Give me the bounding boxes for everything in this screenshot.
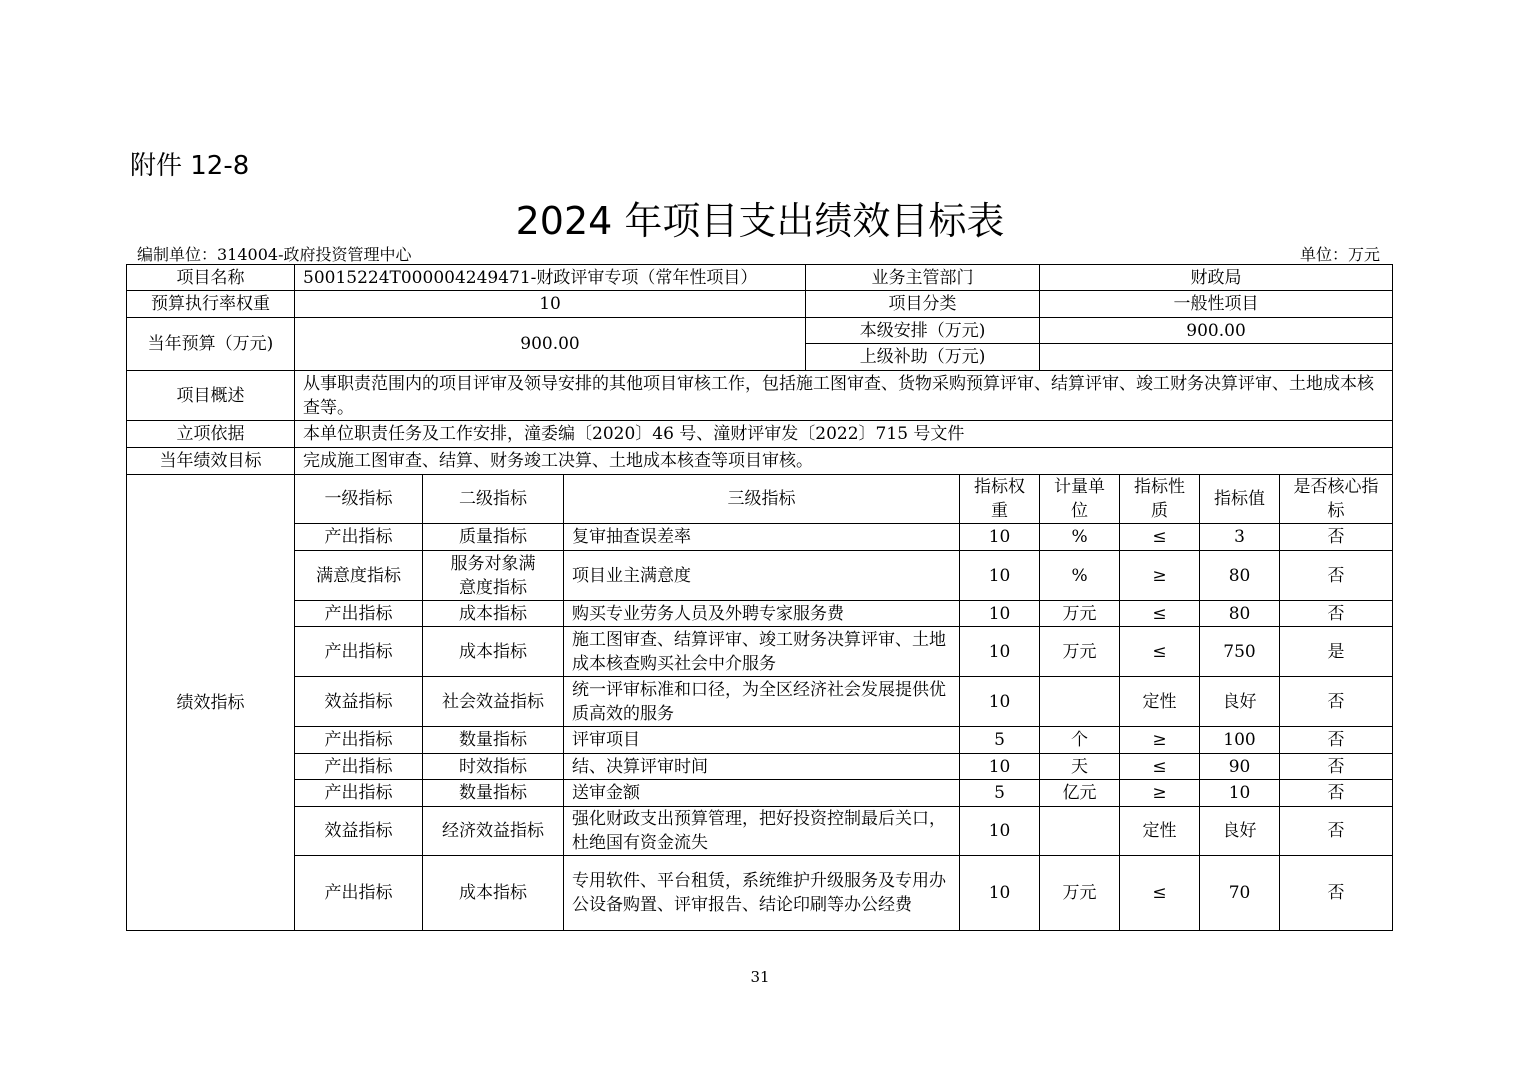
value-cell: 70 [1200, 856, 1280, 931]
core-cell: 否 [1280, 780, 1393, 807]
perf-label: 绩效指标 [127, 475, 295, 931]
nature-cell: ≥ [1120, 780, 1200, 807]
unit-cell: 万元 [1040, 627, 1120, 677]
level2-cell: 服务对象满意度指标 [423, 551, 564, 601]
value-cell: 750 [1200, 627, 1280, 677]
level3-cell: 评审项目 [564, 727, 960, 754]
level2-cell: 经济效益指标 [423, 807, 564, 856]
level3-cell: 送审金额 [564, 780, 960, 807]
weight-cell: 10 [960, 677, 1040, 727]
core-cell: 否 [1280, 807, 1393, 856]
indicator-row [127, 754, 1393, 780]
level1-cell: 产出指标 [295, 524, 423, 551]
local: 900.00 [1040, 318, 1393, 344]
exec-weight-label: 预算执行率权重 [127, 291, 295, 318]
level1-cell: 产出指标 [295, 754, 423, 780]
row-exec-weight [127, 291, 1393, 318]
header-level3: 三级指标 [564, 475, 960, 524]
level2-cell: 时效指标 [423, 754, 564, 780]
value-cell: 100 [1200, 727, 1280, 754]
indicator-row [127, 727, 1393, 754]
nature-cell: ≤ [1120, 524, 1200, 551]
indicator-row [127, 524, 1393, 551]
level2-cell: 社会效益指标 [423, 677, 564, 727]
level3-cell: 购买专业劳务人员及外聘专家服务费 [564, 601, 960, 627]
level3-cell: 施工图审查、结算评审、竣工财务决算评审、土地成本核查购买社会中介服务 [564, 627, 960, 677]
level2-cell: 数量指标 [423, 727, 564, 754]
level1-cell: 产出指标 [295, 601, 423, 627]
indicator-row [127, 856, 1393, 931]
nature-cell: ≥ [1120, 551, 1200, 601]
nature-cell: ≤ [1120, 601, 1200, 627]
level3-cell: 复审抽查误差率 [564, 524, 960, 551]
level2-cell: 成本指标 [423, 856, 564, 931]
level3-cell: 强化财政支出预算管理，把好投资控制最后关口，杜绝国有资金流失 [564, 807, 960, 856]
indicator-row [127, 807, 1393, 856]
indicator-row [127, 601, 1393, 627]
level3-cell: 专用软件、平台租赁，系统维护升级服务及专用办公设备购置、评审报告、结论印刷等办公经费 [564, 856, 960, 931]
project-name: 50015224T000004249471-财政评审专项（常年性项目） [295, 265, 806, 291]
level1-cell: 产出指标 [295, 627, 423, 677]
local-label: 本级安排（万元) [806, 318, 1040, 344]
level2-cell: 成本指标 [423, 601, 564, 627]
budget: 900.00 [295, 318, 806, 371]
currency-unit: 单位：万元 [1299, 245, 1380, 264]
level3-cell: 项目业主满意度 [564, 551, 960, 601]
header-core: 是否核心指标 [1280, 475, 1393, 524]
unit-cell: % [1040, 551, 1120, 601]
unit-cell: 天 [1040, 754, 1120, 780]
indicator-row [127, 677, 1393, 727]
weight-cell: 5 [960, 727, 1040, 754]
exec-weight: 10 [295, 291, 806, 318]
nature-cell: ≤ [1120, 627, 1200, 677]
level1-cell: 产出指标 [295, 780, 423, 807]
level1-cell: 满意度指标 [295, 551, 423, 601]
unit-cell [1040, 807, 1120, 856]
project-name-label: 项目名称 [127, 265, 295, 291]
level1-cell: 效益指标 [295, 807, 423, 856]
budget-label: 当年预算（万元) [127, 318, 295, 371]
weight-cell: 10 [960, 524, 1040, 551]
unit-cell: 亿元 [1040, 780, 1120, 807]
level3-cell: 统一评审标准和口径，为全区经济社会发展提供优质高效的服务 [564, 677, 960, 727]
page-number: 31 [750, 968, 770, 986]
category-label: 项目分类 [806, 291, 1040, 318]
attachment-label: 附件 12-8 [130, 151, 250, 181]
value-cell: 良好 [1200, 807, 1280, 856]
weight-cell: 10 [960, 807, 1040, 856]
value-cell: 90 [1200, 754, 1280, 780]
unit-cell: 个 [1040, 727, 1120, 754]
upper [1040, 344, 1393, 371]
overview: 从事职责范围内的项目评审及领导安排的其他项目审核工作，包括施工图审查、货物采购预算评审、结算评审、竣工财务决算评审、土地成本核查等。 [295, 371, 1393, 421]
header-row [127, 475, 1393, 524]
core-cell: 否 [1280, 524, 1393, 551]
goal-label: 当年绩效目标 [127, 448, 295, 475]
nature-cell: 定性 [1120, 807, 1200, 856]
core-cell: 否 [1280, 601, 1393, 627]
indicator-row [127, 551, 1393, 601]
row-budget [127, 318, 1393, 344]
header-level1: 一级指标 [295, 475, 423, 524]
value-cell: 良好 [1200, 677, 1280, 727]
weight-cell: 10 [960, 551, 1040, 601]
unit-cell: 万元 [1040, 856, 1120, 931]
value-cell: 10 [1200, 780, 1280, 807]
header-unit: 计量单位 [1040, 475, 1120, 524]
row-basis [127, 421, 1393, 448]
weight-cell: 10 [960, 601, 1040, 627]
weight-cell: 10 [960, 627, 1040, 677]
value-cell: 3 [1200, 524, 1280, 551]
performance-table [126, 264, 1393, 931]
level1-cell: 产出指标 [295, 727, 423, 754]
level1-cell: 产出指标 [295, 856, 423, 931]
unit-cell: 万元 [1040, 601, 1120, 627]
indicator-row [127, 627, 1393, 677]
unit-cell [1040, 677, 1120, 727]
header-nature: 指标性质 [1120, 475, 1200, 524]
header-weight: 指标权重 [960, 475, 1040, 524]
category: 一般性项目 [1040, 291, 1393, 318]
header-value: 指标值 [1200, 475, 1280, 524]
indicator-row [127, 780, 1393, 807]
unit-cell: % [1040, 524, 1120, 551]
row-goal [127, 448, 1393, 475]
level2-cell: 成本指标 [423, 627, 564, 677]
header-level2: 二级指标 [423, 475, 564, 524]
core-cell: 否 [1280, 677, 1393, 727]
overview-label: 项目概述 [127, 371, 295, 421]
level2-cell: 质量指标 [423, 524, 564, 551]
weight-cell: 10 [960, 856, 1040, 931]
core-cell: 否 [1280, 856, 1393, 931]
nature-cell: ≤ [1120, 754, 1200, 780]
row-project-name [127, 265, 1393, 291]
dept: 财政局 [1040, 265, 1393, 291]
compiling-unit: 编制单位：314004-政府投资管理中心 [137, 245, 412, 264]
basis: 本单位职责任务及工作安排，潼委编〔2020〕46 号、潼财评审发〔2022〕715 号文件 [295, 421, 1393, 448]
goal: 完成施工图审查、结算、财务竣工决算、土地成本核查等项目审核。 [295, 448, 1393, 475]
nature-cell: ≤ [1120, 856, 1200, 931]
value-cell: 80 [1200, 551, 1280, 601]
value-cell: 80 [1200, 601, 1280, 627]
nature-cell: 定性 [1120, 677, 1200, 727]
core-cell: 否 [1280, 727, 1393, 754]
nature-cell: ≥ [1120, 727, 1200, 754]
basis-label: 立项依据 [127, 421, 295, 448]
core-cell: 是 [1280, 627, 1393, 677]
level1-cell: 效益指标 [295, 677, 423, 727]
level3-cell: 结、决算评审时间 [564, 754, 960, 780]
row-overview [127, 371, 1393, 421]
upper-label: 上级补助（万元) [806, 344, 1040, 371]
dept-label: 业务主管部门 [806, 265, 1040, 291]
core-cell: 否 [1280, 551, 1393, 601]
page-title: 2024 年项目支出绩效目标表 [515, 199, 1005, 243]
core-cell: 否 [1280, 754, 1393, 780]
weight-cell: 10 [960, 754, 1040, 780]
weight-cell: 5 [960, 780, 1040, 807]
level2-cell: 数量指标 [423, 780, 564, 807]
